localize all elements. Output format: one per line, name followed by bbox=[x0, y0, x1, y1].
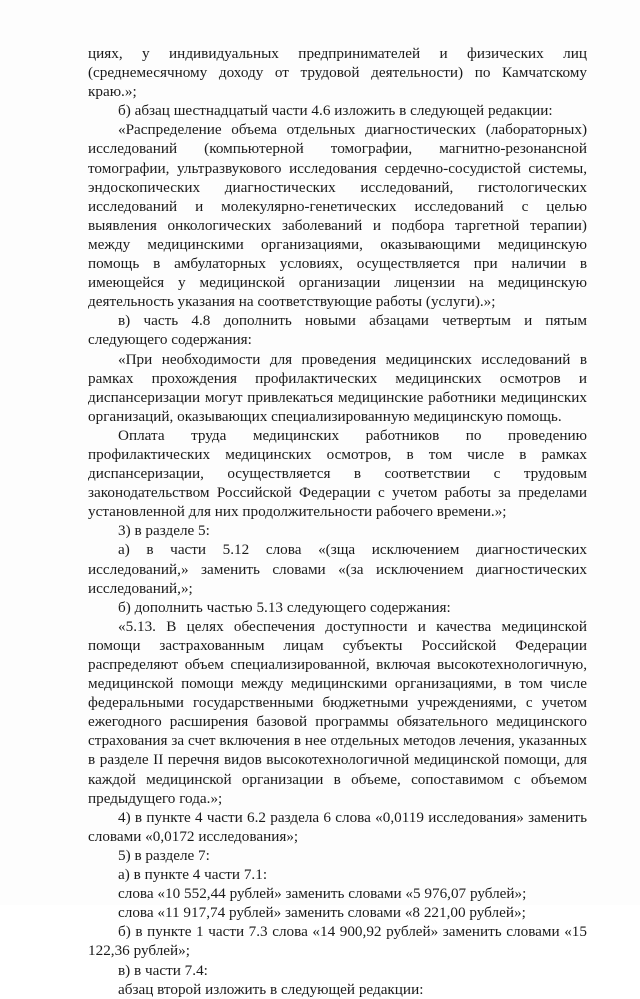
paragraph-2: б) абзац шестнадцатый части 4.6 изложить в следующей редакции: bbox=[118, 102, 553, 120]
paragraph-5: «При необходимости для проведения медицинских исследований в рамках прохождения профилактических медицинских осмотров и диспансеризации могут привлекаться медицинские работники медицинских организаций, оказывающих специализированную медицинскую помощь. bbox=[88, 350, 587, 425]
paragraph-17: в) в части 7.4: bbox=[118, 961, 208, 979]
paragraph-6: Оплата труда медицинских работников по проведению профилактических медицинских осмотров, в том числе в рамках диспансеризации, осуществляется в соответствии с трудовым законодательством Российской Федерации с учетом работы за пределами установленной для них продолжительности рабочего времени.»; bbox=[88, 426, 587, 521]
paragraph-11: 4) в пункте 4 части 6.2 раздела 6 слова «0,0119 исследования» заменить словами «0,0172 исследования»; bbox=[88, 808, 587, 845]
paragraph-9: б) дополнить частью 5.13 следующего содержания: bbox=[118, 598, 451, 616]
paragraph-12: 5) в разделе 7: bbox=[118, 846, 210, 864]
paragraph-7: 3) в разделе 5: bbox=[118, 522, 210, 540]
paragraph-18: абзац второй изложить в следующей редакции: bbox=[118, 980, 424, 998]
paragraph-1: циях, у индивидуальных предпринимателей и физических лиц (среднемесячному доходу от трудовой деятельности) по Камчатскому краю.»; bbox=[88, 45, 587, 101]
paragraph-16: б) в пункте 1 части 7.3 слова «14 900,92 рублей» заменить словами «15 122,36 рублей»; bbox=[88, 923, 587, 960]
paragraph-3: «Распределение объема отдельных диагностических (лабораторных) исследований (компьютерной томографии, магнитно-резонансной томографии, ультразвукового исследования сердечно-сосудистой системы, эндоскопических диагностических исследований, гистологических исследований и молекулярно-генетических исследований с целью выявления онкологических заболеваний и подбора таргетной терапии) между медицинскими организациями, оказывающими медицинскую помощь в амбулаторных условиях, осуществляется при наличии в имеющейся у медицинской организации лицензии на медицинскую деятельность указания на соответствующие работы (услуги).»; bbox=[88, 121, 587, 311]
paragraph-8: а) в части 5.12 слова «(зща исключением диагностических исследований,» заменить словами «(за исключением диагностических исследований,»; bbox=[88, 541, 587, 597]
paragraph-4: в) часть 4.8 дополнить новыми абзацами четвертым и пятым следующего содержания: bbox=[88, 312, 587, 349]
paragraph-13: а) в пункте 4 части 7.1: bbox=[118, 866, 268, 884]
paragraph-15: слова «11 917,74 рублей» заменить словами «8 221,00 рублей»; bbox=[118, 904, 526, 922]
paragraph-14: слова «10 552,44 рублей» заменить словами «5 976,07 рублей»; bbox=[118, 885, 527, 903]
paragraph-10: «5.13. В целях обеспечения доступности и качества медицинской помощи застрахованным лицам субъекты Российской Федерации распределяют объем специализированной, включая высокотехнологичную, медицинской помощи между медицинскими организациями, в том числе федеральными государственными бюджетными учреждениями, с учетом ежегодного расширения базовой программы обязательного медицинского страхования за счет включения в нее отдельных методов лечения, указанных в разделе II перечня видов высокотехнологичной медицинской помощи, для каждой медицинской организации в объеме, сопоставимом с объемом предыдущего года.»; bbox=[88, 617, 587, 807]
